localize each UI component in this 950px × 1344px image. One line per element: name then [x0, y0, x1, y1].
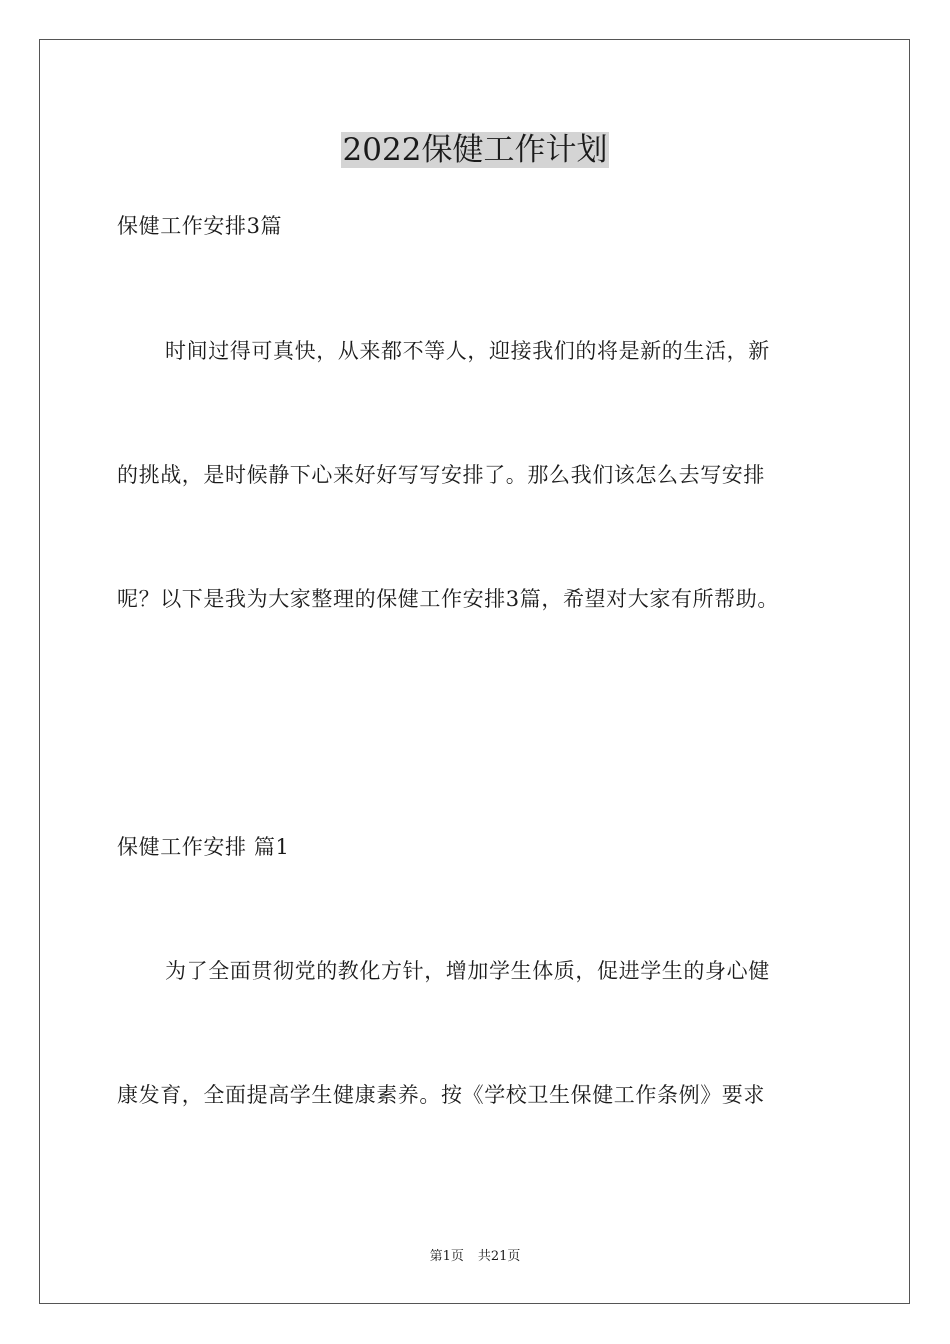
section-heading: 保健工作安排 篇1: [117, 835, 290, 859]
paragraph-line: 为了全面贯彻党的教化方针，增加学生体质，促进学生的身心健: [165, 959, 770, 983]
page-total: 共21页: [477, 1249, 521, 1264]
page-footer: [0, 1248, 950, 1266]
page-number: 第1页: [429, 1249, 464, 1264]
paragraph-line: 的挑战，是时候静下心来好好写写安排了。那么我们该怎么去写安排: [117, 463, 765, 487]
document-title-text: 2022保健工作计划: [342, 132, 608, 168]
paragraph-line: 呢？以下是我为大家整理的保健工作安排3篇，希望对大家有所帮助。: [117, 587, 779, 611]
paragraph-line: 康发育，全面提高学生健康素养。按《学校卫生保健工作条例》要求: [117, 1083, 765, 1107]
document-title: [0, 128, 950, 172]
subtitle: 保健工作安排3篇: [117, 214, 283, 238]
paragraph-line: 时间过得可真快，从来都不等人，迎接我们的将是新的生活，新: [165, 339, 770, 363]
